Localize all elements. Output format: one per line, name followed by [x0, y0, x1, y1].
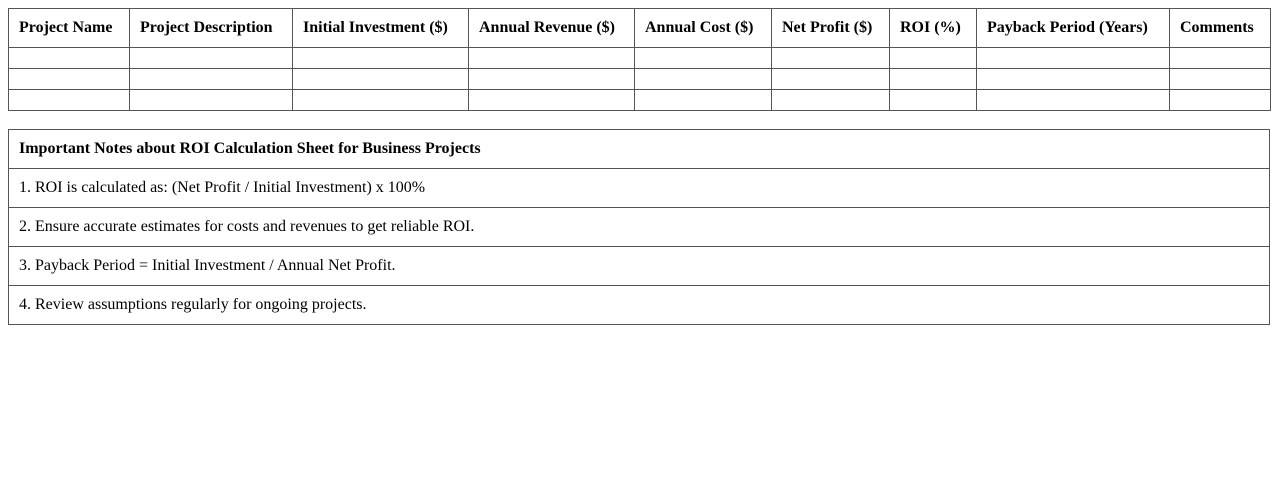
table-cell[interactable]: [1170, 48, 1271, 69]
header-project-name: Project Name: [9, 9, 130, 48]
table-cell[interactable]: [977, 48, 1170, 69]
table-cell[interactable]: [469, 90, 635, 111]
note-item: 1. ROI is calculated as: (Net Profit / Initial Investment) x 100%: [9, 169, 1270, 208]
list-item: [9, 286, 1270, 325]
table-cell[interactable]: [9, 90, 130, 111]
table-cell[interactable]: [977, 90, 1170, 111]
notes-table: [8, 129, 1270, 325]
note-item: 3. Payback Period = Initial Investment / Annual Net Profit.: [9, 247, 1270, 286]
table-cell[interactable]: [130, 69, 293, 90]
table-cell[interactable]: [1170, 69, 1271, 90]
table-cell[interactable]: [130, 48, 293, 69]
header-project-description: Project Description: [130, 9, 293, 48]
roi-calculation-table: [8, 8, 1271, 111]
table-cell[interactable]: [635, 69, 772, 90]
table-cell[interactable]: [469, 48, 635, 69]
table-cell[interactable]: [635, 48, 772, 69]
note-item: 4. Review assumptions regularly for ongoing projects.: [9, 286, 1270, 325]
header-annual-revenue: Annual Revenue ($): [469, 9, 635, 48]
table-row: [9, 48, 1271, 69]
table-cell[interactable]: [977, 69, 1170, 90]
list-item: [9, 169, 1270, 208]
table-row: [9, 90, 1271, 111]
table-cell[interactable]: [293, 48, 469, 69]
table-header-row: [9, 9, 1271, 48]
table-cell[interactable]: [293, 69, 469, 90]
notes-header-row: [9, 130, 1270, 169]
table-cell[interactable]: [130, 90, 293, 111]
header-payback-period: Payback Period (Years): [977, 9, 1170, 48]
table-cell[interactable]: [772, 90, 890, 111]
notes-title: Important Notes about ROI Calculation Sheet for Business Projects: [9, 130, 1270, 169]
table-cell[interactable]: [772, 69, 890, 90]
table-cell[interactable]: [1170, 90, 1271, 111]
header-net-profit: Net Profit ($): [772, 9, 890, 48]
table-cell[interactable]: [9, 48, 130, 69]
header-initial-investment: Initial Investment ($): [293, 9, 469, 48]
table-cell[interactable]: [469, 69, 635, 90]
header-comments: Comments: [1170, 9, 1271, 48]
table-cell[interactable]: [772, 48, 890, 69]
table-cell[interactable]: [890, 48, 977, 69]
note-item: 2. Ensure accurate estimates for costs and revenues to get reliable ROI.: [9, 208, 1270, 247]
table-row: [9, 69, 1271, 90]
header-roi-percent: ROI (%): [890, 9, 977, 48]
table-cell[interactable]: [890, 90, 977, 111]
header-annual-cost: Annual Cost ($): [635, 9, 772, 48]
list-item: [9, 208, 1270, 247]
table-cell[interactable]: [635, 90, 772, 111]
table-cell[interactable]: [293, 90, 469, 111]
table-cell[interactable]: [9, 69, 130, 90]
list-item: [9, 247, 1270, 286]
table-cell[interactable]: [890, 69, 977, 90]
